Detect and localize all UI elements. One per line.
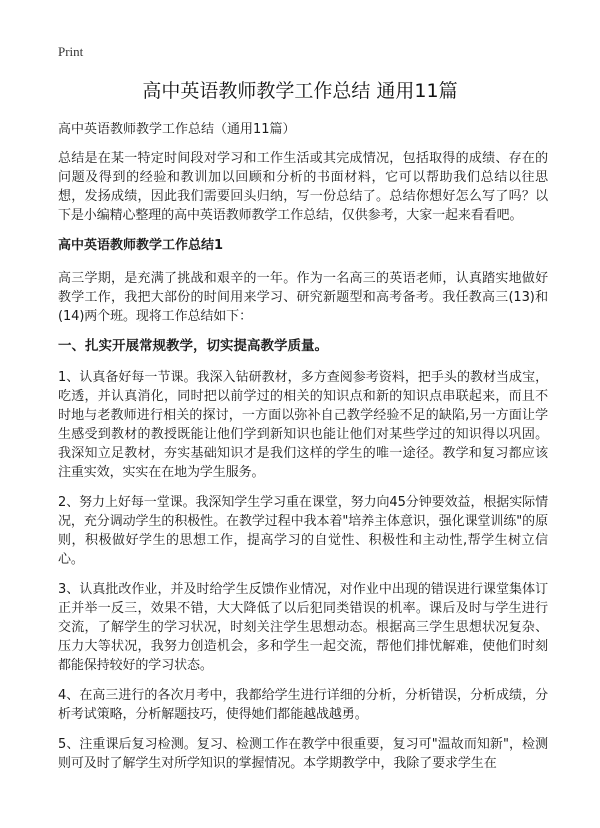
body-paragraph-3: 3、认真批改作业，并及时给学生反馈作业情况，对作业中出现的错误进行课堂集体订正并举一反三，效果不错，大大降低了以后犯同类错误的机率。课后及时与学生进行交流，了解学生的学习状况，时刻关注学生思想动态。根据高三学生思想状况复杂、压力大等状况，我努力创造机会，多和学生一起交流，帮他们排忧解难，使他们时刻都能保持较好的学习状态。 bbox=[58, 582, 548, 673]
section-intro-paragraph: 高三学期，是充满了挑战和艰辛的一年。作为一名高三的英语老师，认真踏实地做好教学工作，我把大部份的时间用来学习、研究新题型和高考备考。我任教高三(13)和(14)两个班。现将工作总结如下： bbox=[58, 271, 548, 324]
page-title: 高中英语教师教学工作总结 通用11篇 bbox=[142, 80, 458, 102]
print-link[interactable]: Print bbox=[58, 44, 84, 59]
section-heading-1: 一、扎实开展常规教学，切实提高教学质量。 bbox=[58, 338, 328, 354]
body-paragraph-5: 5、注重课后复习检测。复习、检测工作在教学中很重要，复习可"温故而知新"，检测则可及时了解学生对所学知识的掌握情况。本学期教学中，我除了要求学生在 bbox=[58, 737, 548, 771]
body-paragraph-2: 2、努力上好每一堂课。我深知学生学习重在课堂，努力向45分钟要效益，根据实际情况，充分调动学生的积极性。在教学过程中我本着"培养主体意识，强化课堂训练"的原则，积极做好学生的思想工作，提高学习的自觉性、积极性和主动性,帮学生树立信心。 bbox=[58, 495, 548, 567]
intro-paragraph: 总结是在某一特定时间段对学习和工作生活或其完成情况，包括取得的成绩、存在的问题及得到的经验和教训加以回顾和分析的书面材料，它可以帮助我们总结以往思想，发扬成绩，因此我们需要回头归纳，写一份总结了。总结你想好怎么写了吗？以下是小编精心整理的高中英语教师教学工作总结，仅供参考，大家一起来看看吧。 bbox=[58, 151, 548, 223]
body-paragraph-1: 1、认真备好每一节课。我深入钻研教材，多方查阅参考资料，把手头的教材当成宝，吃透，并认真消化，同时把以前学过的相关的知识点和新的知识点串联起来，而且不时地与老教师进行相关的探讨，一方面以弥补自己教学经验不足的缺陷,另一方面让学生感受到教材的教授既能让他们学到新知识也能让他们对某些学过的知识得以巩固。我深知立足教材，夯实基础知识才是我们这样的学生的唯一途径。教学和复习都应该注重实效，实实在在地为学生服务。 bbox=[58, 370, 548, 480]
body-paragraph-4: 4、在高三进行的各次月考中，我都给学生进行详细的分析，分析错误，分析成绩，分析考试策略，分析解题技巧，使得她们都能越战越勇。 bbox=[58, 688, 548, 722]
document-subtitle: 高中英语教师教学工作总结（通用11篇） bbox=[58, 122, 296, 137]
document-body bbox=[58, 120, 548, 784]
section-title: 高中英语教师教学工作总结1 bbox=[58, 238, 224, 253]
